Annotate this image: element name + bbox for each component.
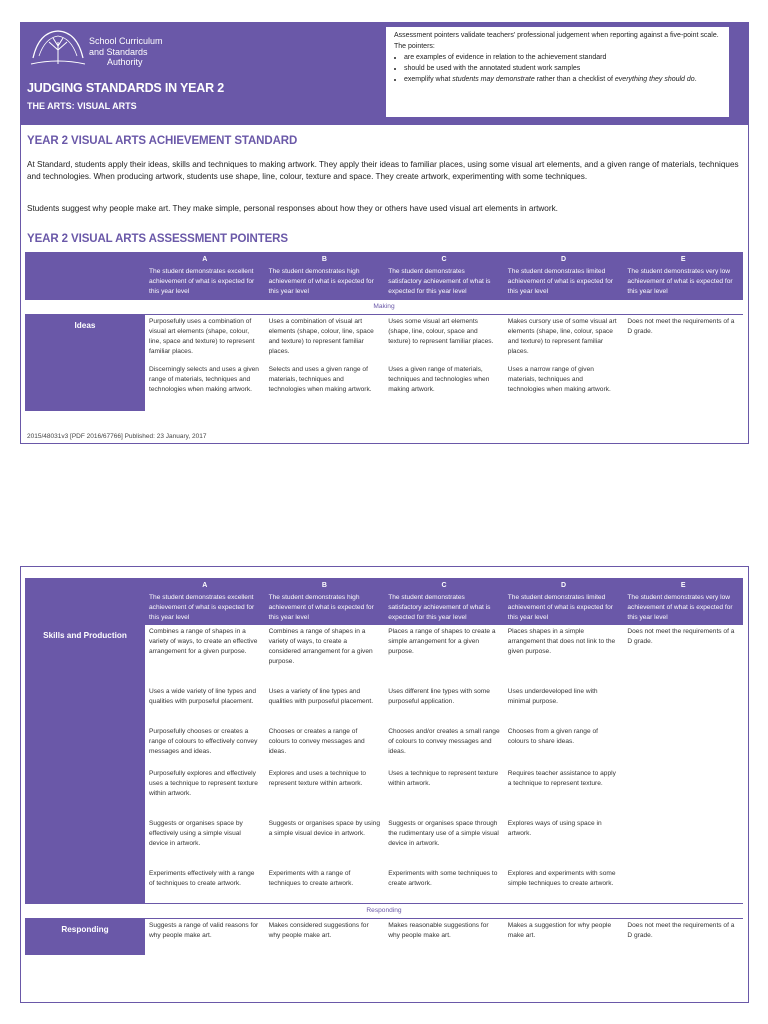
grade-c: C (384, 578, 504, 591)
grade-letter-row (25, 578, 743, 591)
table-cell: Explores ways of using space in artwork. (507, 820, 602, 837)
table-cell (623, 725, 743, 767)
header-blank (25, 252, 145, 300)
grade-e-description: The student demonstrates very low achievement of what is expected for this year level (623, 591, 743, 625)
table-cell: Makes considered suggestions for why people make art. (268, 922, 369, 939)
grade-a-description: The student demonstrates excellent achievement of what is expected for this year level (145, 265, 265, 300)
header-blank (25, 578, 145, 625)
strand-row-making (25, 300, 743, 315)
grade-a: A (145, 252, 265, 265)
grade-b: B (265, 252, 385, 265)
strand-row-responding (25, 904, 743, 919)
achievement-paragraph-1: At Standard, students apply their ideas, skills and techniques to making artwork. They apply their ideas to familiar places, using some visual art elements, and a given range of materials, techniques and technologies. When producing artwork, students use shape, line, colour, texture and space. They create artwork, experimenting with some techniques. (27, 160, 739, 181)
document-footer: 2015/48031v3 [PDF 2016/67766] Published: 23 January, 2017 (27, 433, 207, 440)
grade-b-description: The student demonstrates high achievement of what is expected for this year level (265, 265, 385, 300)
table-cell: Purposefully explores and effectively uses a technique to represent texture within artwork. (149, 770, 258, 797)
table-cell: Places shapes in a simple arrangement that does not link to the given purpose. (507, 628, 616, 655)
table-cell: Explores and uses a technique to represent texture within artwork. (268, 770, 367, 787)
grade-d-description: The student demonstrates limited achievement of what is expected for this year level (504, 265, 624, 300)
table-cell: Uses underdeveloped line with minimal purpose. (507, 688, 598, 705)
document-title: JUDGING STANDARDS IN YEAR 2 (27, 81, 224, 95)
tree-logo-icon (29, 28, 87, 68)
grade-e-description: The student demonstrates very low achievement of what is expected for this year level (623, 265, 743, 300)
table-cell: Selects and uses a given range of materials, techniques and technologies when making artwork. (268, 366, 372, 393)
table-cell: Chooses or creates a range of colours to convey messages and ideas. (268, 728, 365, 755)
grade-d: D (504, 578, 624, 591)
table-cell (623, 817, 743, 867)
pointers-info-box (386, 27, 729, 117)
table-cell: Does not meet the requirements of a D grade. (627, 318, 735, 335)
grade-d-description: The student demonstrates limited achievement of what is expected for this year level (504, 591, 624, 625)
pointers-list (394, 52, 721, 85)
assessment-pointers-heading: YEAR 2 VISUAL ARTS ASSESSMENT POINTERS (27, 233, 288, 245)
grade-b: B (265, 578, 385, 591)
grade-a: A (145, 578, 265, 591)
table-cell (623, 685, 743, 725)
grade-c: C (384, 252, 504, 265)
table-cell: Makes cursory use of some visual art elements (shape, line, colour, space and texture) to represent familiar places. (507, 318, 617, 355)
table-cell: Places a range of shapes to create a simple arrangement for a given purpose. (388, 628, 496, 655)
achievement-standard-heading: YEAR 2 VISUAL ARTS ACHIEVEMENT STANDARD (27, 135, 298, 147)
table-cell: Suggests or organises space by effectively using a simple visual device in artwork. (149, 820, 243, 847)
logo-text (89, 36, 163, 68)
table-cell: Uses some visual art elements (shape, line, colour, space and texture) to represent familiar places. (388, 318, 494, 345)
strand-responding-label: Responding (25, 904, 743, 919)
bullet-emphasis: everything they should do (614, 76, 695, 83)
bullet-text: . (694, 76, 697, 83)
scsa-logo (29, 28, 189, 72)
pointers-intro: Assessment pointers validate teachers' professional judgement when reporting against a five-point scale. The pointers: (394, 32, 719, 50)
grade-a-description: The student demonstrates excellent achievement of what is expected for this year level (145, 591, 265, 625)
pointers-bullet: • are examples of evidence in relation to the achievement standard (404, 52, 721, 63)
bullet-text: rather than a checklist of (534, 76, 615, 83)
table-cell (623, 767, 743, 817)
logo-line-3: Authority (107, 57, 143, 67)
table-row (25, 625, 743, 685)
table-row (25, 919, 743, 956)
document-subtitle: THE ARTS: VISUAL ARTS (27, 101, 137, 111)
achievement-paragraph-2: Students suggest why people make art. They make simple, personal responses about how they or others have used visual art elements in artwork. (27, 204, 558, 213)
table-cell: Does not meet the requirements of a D grade. (627, 628, 735, 645)
table-cell: Experiments with some techniques to create artwork. (388, 870, 498, 887)
logo-line-2: and Standards (89, 46, 148, 57)
grade-c-description: The student demonstrates satisfactory achievement of what is expected for this year level (384, 591, 504, 625)
table-cell: Uses a variety of line types and qualities with purposeful placement. (268, 688, 374, 705)
table-cell: Chooses and/or creates a small range of colours to convey messages and ideas. (388, 728, 500, 755)
document-header (21, 23, 748, 125)
page-one (20, 22, 749, 444)
table-cell (623, 867, 743, 904)
table-cell: Makes a suggestion for why people make art. (507, 922, 612, 939)
table-cell: Suggests or organises space by using a simple visual device in artwork. (268, 820, 381, 837)
table-cell: Does not meet the requirements of a D grade. (627, 922, 735, 939)
table-cell: Suggests a range of valid reasons for why people make art. (149, 922, 259, 939)
table-cell (623, 363, 743, 411)
rubric-table-ideas (25, 252, 743, 411)
row-label-ideas: Ideas (25, 315, 145, 412)
rubric-table-skills (25, 578, 743, 955)
table-cell: Purposefully chooses or creates a range of colours to effectively convey messages and ideas. (149, 728, 258, 755)
table-cell: Experiments effectively with a range of techniques to create artwork. (149, 870, 255, 887)
strand-making-label: Making (25, 300, 743, 315)
pointers-bullet: • should be used with the annotated student work samples (404, 63, 721, 74)
bullet-text: exemplify what (404, 76, 453, 83)
page-two (20, 566, 749, 1003)
table-cell: Uses a given range of materials, techniques and technologies when making artwork. (388, 366, 490, 393)
table-row (25, 315, 743, 364)
table-cell: Explores and experiments with some simple techniques to create artwork. (507, 870, 616, 887)
table-cell: Uses a technique to represent texture within artwork. (388, 770, 499, 787)
bullet-emphasis: students may demonstrate (452, 76, 535, 83)
table-cell: Chooses from a given range of colours to share ideas. (507, 728, 598, 745)
table-cell: Uses a narrow range of given materials, techniques and technologies when making artwork. (507, 366, 611, 393)
table-cell: Experiments with a range of techniques to create artwork. (268, 870, 354, 887)
table-cell: Combines a range of shapes in a variety of ways, to create a considered arrangement for a given purpose. (268, 628, 373, 665)
table-cell: Requires teacher assistance to apply a technique to represent texture. (507, 770, 616, 787)
grade-e: E (623, 252, 743, 265)
row-label-skills-and-production: Skills and Production (25, 625, 145, 904)
grade-b-description: The student demonstrates high achievement of what is expected for this year level (265, 591, 385, 625)
table-cell: Uses a combination of visual art elements (shape, colour, line, space and texture) to represent familiar places. (268, 318, 374, 355)
grade-d: D (504, 252, 624, 265)
table-cell: Makes reasonable suggestions for why people make art. (388, 922, 489, 939)
pointers-bullet (404, 74, 721, 85)
grade-c-description: The student demonstrates satisfactory achievement of what is expected for this year level (384, 265, 504, 300)
table-cell: Combines a range of shapes in a variety of ways, to create an effective arrangement for a given purpose. (149, 628, 258, 655)
row-label-responding: Responding (25, 919, 145, 956)
table-cell: Uses a wide variety of line types and qualities with purposeful placement. (149, 688, 257, 705)
logo-line-1: School Curriculum (89, 36, 163, 46)
table-cell: Suggests or organises space through the rudimentary use of a simple visual device in artwork. (388, 820, 499, 847)
table-cell: Purposefully uses a combination of visual art elements (shape, colour, line, space and texture) to represent familiar places. (149, 318, 255, 355)
table-cell: Discerningly selects and uses a given range of materials, techniques and technologies when making artwork. (149, 366, 259, 393)
table-cell: Uses different line types with some purposeful application. (388, 688, 490, 705)
grade-letter-row (25, 252, 743, 265)
grade-e: E (623, 578, 743, 591)
